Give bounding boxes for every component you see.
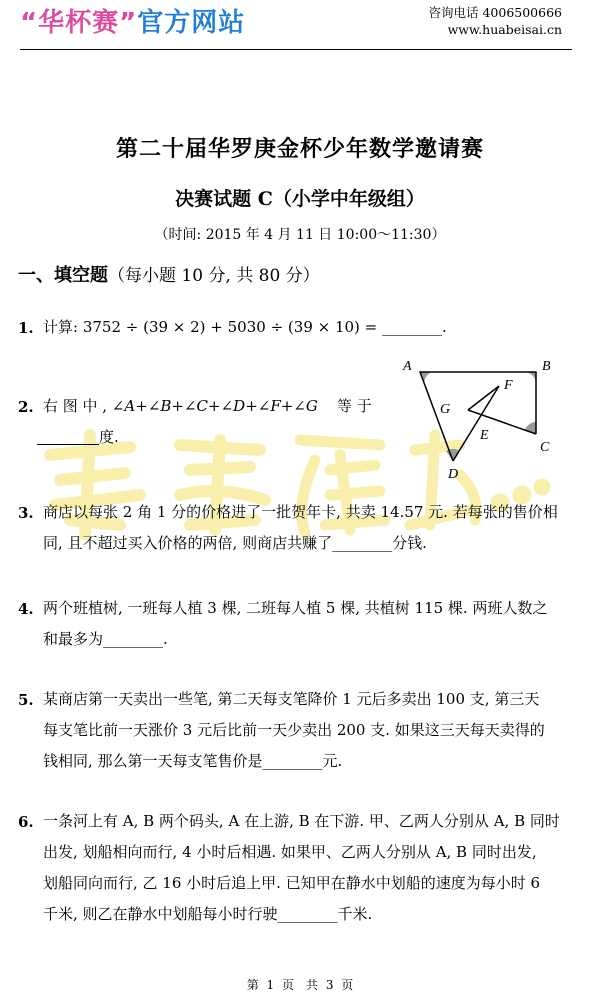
label-d: D	[448, 467, 459, 481]
label-c: C	[540, 440, 550, 455]
exam-time: （时间: 2015 年 4 月 11 日 10:00～11:30）	[154, 227, 446, 243]
header-divider	[20, 49, 572, 50]
section-title: 一、填空题	[18, 265, 108, 286]
exam-title: 第二十届华罗庚金杯少年数学邀请赛	[115, 136, 484, 162]
angle-markers	[420, 372, 536, 461]
question-2-line-1	[43, 391, 372, 422]
q4-line-1: 两个班植树, 一班每人植 3 棵, 二班每人植 5 棵, 共植树 115 棵. 两班人数之	[43, 599, 548, 617]
answer-blank[interactable]	[37, 428, 99, 446]
label-g: G	[440, 402, 451, 417]
label-e: E	[480, 428, 489, 443]
q6-line-2: 出发, 划船相向而行, 4 小时后相遇. 如果甲、乙两人分别从 A, B 同时出发,	[43, 843, 537, 861]
section-heading	[18, 261, 320, 287]
q2-unit: 度.	[99, 428, 119, 446]
question-6-text	[43, 806, 560, 930]
question-number: 6.	[18, 813, 34, 831]
label-a: A	[403, 359, 412, 374]
contact-info	[428, 4, 562, 38]
logo-site-text: 官方网站	[137, 8, 246, 38]
question-number: 2.	[18, 398, 34, 416]
q6-line-3: 划船同向而行, 乙 16 小时后追上甲. 已知甲在静水中划船的速度为每小时 6	[43, 874, 541, 892]
q5-line-2: 每支笔比前一天涨价 3 元后比前一天少卖出 200 支. 如果这三天每天卖得的	[43, 721, 545, 739]
q5-line-1: 某商店第一天卖出一些笔, 第二天每支笔降价 1 元后多卖出 100 支, 第三天	[43, 690, 540, 708]
contact-url: www.huabeisai.cn	[447, 22, 562, 37]
q6-line-4: 千米, 则乙在静水中划船每小时行驶________千米.	[43, 905, 373, 923]
contact-phone: 咨询电话 4006500666	[428, 5, 562, 20]
label-f: F	[504, 378, 513, 393]
site-logo	[20, 2, 245, 39]
question-number: 3.	[18, 504, 34, 522]
q3-line-1: 商店以每张 2 角 1 分的价格进了一批贺年卡, 共卖 14.57 元. 若每张的售价相	[43, 503, 558, 521]
question-3-text	[43, 497, 558, 559]
question-1-text: 计算: 3752 ÷ (39 × 2) + 5030 ÷ (39 × 10) = ________.	[43, 318, 447, 336]
question-4-text	[43, 593, 547, 655]
q2-prefix: 右 图 中 ,	[43, 397, 108, 415]
question-5-text	[43, 684, 545, 777]
question-2-line-2	[37, 422, 119, 453]
question-number: 5.	[18, 691, 34, 709]
q2-suffix: 等 于	[336, 397, 372, 415]
logo-brand-text: “华杯赛”	[20, 8, 138, 38]
question-number: 1.	[18, 319, 34, 337]
q4-line-2: 和最多为________.	[43, 630, 168, 648]
q3-line-2: 同, 且不超过买入价格的两倍, 则商店共赚了________分钱.	[43, 534, 427, 552]
figure-lines	[420, 372, 536, 461]
label-b: B	[542, 359, 551, 374]
geometry-figure	[380, 356, 565, 481]
page-footer: 第 1 页 共 3 页	[246, 978, 354, 992]
q6-line-1: 一条河上有 A, B 两个码头, A 在上游, B 在下游. 甲、乙两人分别从 A, B 同时	[43, 812, 560, 830]
exam-subtitle: 决赛试题 C（小学中年级组）	[175, 188, 425, 210]
question-number: 4.	[18, 600, 34, 618]
q2-angle-sum: ∠A+∠B+∠C+∠D+∠F+∠G	[111, 397, 318, 415]
q5-line-3: 钱相同, 那么第一天每支笔售价是________元.	[43, 752, 343, 770]
section-note: （每小题 10 分, 共 80 分）	[108, 266, 320, 286]
